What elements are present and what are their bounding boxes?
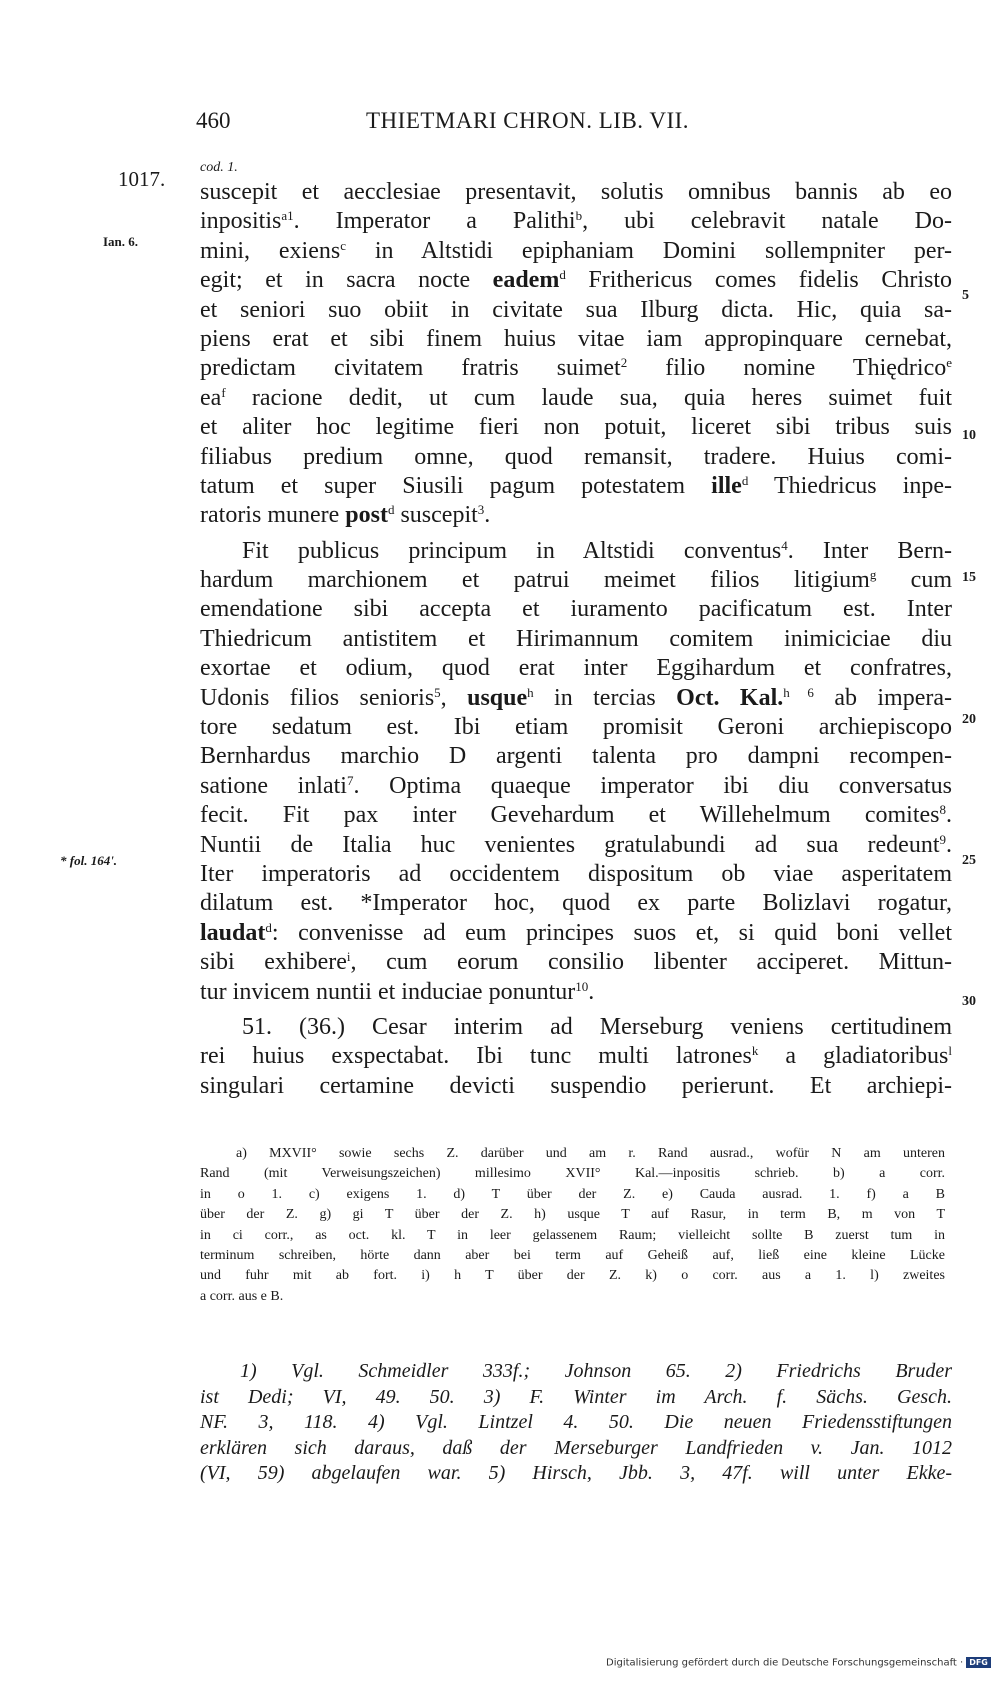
note-line: (VI, 59) abgelaufen war. 5) Hirsch, Jbb. 3, 47f. will unter Ekke- [200, 1462, 952, 1484]
text-line: et seniori suo obiit in civitate sua Ilburg dicta. Hic, quia sa- [200, 296, 952, 323]
text-line: $ea^f$ racione dedit, ut cum laude sua, quia heres suimet fuit [200, 384, 952, 411]
note-line: über der Z. g) gi T über der Z. h) usque T auf Rasur, in term B, m von T [200, 1207, 945, 1223]
historical-notes [200, 1359, 952, 1487]
text-line: Fit publicus principum in Altstidi conventus$^4$. Inter Bern- [242, 537, 953, 564]
main-text [200, 178, 952, 1107]
text-line: suscepit et aecclesiae presentavit, solutis omnibus bannis ab eo [200, 179, 952, 205]
text-line: 51. (36.) Cesar interim ad Merseburg veniens certitudinem [242, 1013, 952, 1040]
paragraph [200, 537, 952, 1007]
text-line: Udonis filios senioris$^5$, usque$^h$ in tercias Oct. Kal.$^{h 6}$ ab impera- [200, 684, 953, 711]
digitization-credit [606, 1657, 991, 1669]
text-line: Bernhardus marchio D argenti talenta pro dampni recompen- [200, 743, 952, 770]
text-line: filiabus predium omne, quod remansit, tradere. Huius comi- [200, 443, 952, 470]
note-line: und fuhr mit ab fort. i) h T über der Z. k) o corr. aus a 1. l) zweites [200, 1268, 945, 1284]
text-line: fecit. Fit pax inter Gevehardum et Willehelmum comites$^8$. [200, 802, 952, 829]
note-line: a corr. aus e B. [200, 1288, 284, 1304]
text-line: laudat$^d$: convenisse ad eum principes suos et, si quid boni vellet [200, 919, 952, 946]
dfg-logo: DFG [966, 1657, 991, 1668]
critical-apparatus [200, 1144, 945, 1307]
text-line: piens erat et sibi finem huius vitae iam appropinquare cernebat, [200, 325, 952, 352]
paragraph [200, 1013, 952, 1101]
text-line: et aliter hoc legitime fieri non potuit, liceret sibi tribus suis [200, 414, 952, 441]
codex-label: cod. 1. [200, 160, 238, 175]
text-line: Nuntii de Italia huc venientes gratulabundi ad sua redeunt$^9$. [200, 831, 952, 858]
note-line: erklären sich daraus, daß der Merseburger Landfrieden v. Jan. 1012 [200, 1436, 952, 1459]
note-line: a) MXVII° sowie sechs Z. darüber und am r. Rand ausrad., wofür N am unteren [236, 1146, 945, 1161]
text-line: emendatione sibi accepta et iuramento pacificatum est. Inter [200, 596, 952, 623]
text-line: dilatum est. *Imperator hoc, quod ex parte Bolizlavi rogatur, [200, 890, 952, 917]
text-line: Iter imperatoris ad occidentem dispositum ob viae asperitatem [200, 860, 952, 887]
line-number: 20 [962, 712, 976, 727]
text-line: Thiedricum antistitem et Hirimannum comitem inimiciciae diu [200, 625, 952, 652]
note-line: in ci corr., as oct. kl. T in leer gelassenem Raum; vielleicht sollte B zuerst tum in [200, 1227, 945, 1243]
line-number: 15 [962, 570, 976, 585]
text-line: sibi exhibere$^i$, cum eorum consilio libenter acciperet. Mittun- [200, 949, 953, 976]
running-title: THIETMARI CHRON. LIB. VII. [366, 108, 690, 133]
text-line: exortae et odium, quod erat inter Eggihardum et confratres, [200, 655, 952, 682]
text-line: tore sedatum est. Ibi etiam promisit Geroni archiepiscopo [200, 714, 952, 741]
note-line: ist Dedi; VI, 49. 50. 3) F. Winter im Arch. f. Sächs. Gesch. [200, 1385, 952, 1408]
page-number: 460 [196, 108, 231, 133]
text-line: tur invicem nuntii et induciae ponuntur$^{10}$. [200, 978, 595, 1005]
margin-folio: * fol. 164'. [60, 853, 118, 868]
credit-text: Digitalisierung gefördert durch die Deutsche Forschungsgemeinschaft · [606, 1657, 964, 1669]
line-number: 25 [962, 853, 976, 868]
note-line: in o 1. c) exigens 1. d) T über der Z. e) Cauda ausrad. 1. f) a B [200, 1186, 945, 1202]
text-line: singulari certamine devicti suspendio perierunt. Et archiepi- [200, 1072, 952, 1099]
text-line: inpositis$^{a1}$. Imperator a Palithi$^b$, ubi celebravit natale Do- [200, 208, 952, 235]
note-line: terminum schreiben, hörte dann aber bei term auf Geheiß auf, ließ eine kleine Lücke [200, 1247, 945, 1263]
text-line: ratoris munere post$^d$ suscepit$^3$. [200, 502, 491, 529]
note-line: Rand (mit Verweisungszeichen) millesimo XVII° Kal.—inpositis schrieb. b) a corr. [200, 1166, 945, 1182]
margin-year: 1017. [118, 167, 166, 191]
line-number: 5 [962, 288, 969, 303]
text-line: egit; et in sacra nocte eadem$^d$ Frithericus comes fidelis Christo [200, 267, 952, 294]
margin-date: Ian. 6. [103, 234, 139, 249]
line-number: 10 [962, 428, 976, 443]
note-line: 1) Vgl. Schmeidler 333f.; Johnson 65. 2) Friedrichs Bruder [240, 1360, 952, 1382]
text-line: predictam civitatem fratris suimet$^2$ filio nomine Thiędrico$^e$ [200, 355, 952, 382]
text-line: satione inlati$^7$. Optima quaeque imperator ibi diu conversatus [200, 772, 952, 799]
text-line: tatum et super Siusili pagum potestatem ille$^d$ Thiedricus inpe- [200, 472, 953, 499]
text-line: hardum marchionem et patrui meimet filios litigium$^g$ cum [200, 567, 952, 594]
note-line: NF. 3, 118. 4) Vgl. Lintzel 4. 50. Die neuen Friedensstiftungen [200, 1411, 952, 1433]
line-number: 30 [962, 994, 976, 1009]
paragraph [200, 178, 952, 531]
text-line: mini, exiens$^c$ in Altstidi epiphaniam Domini sollempniter per- [200, 237, 952, 264]
text-line: rei huius exspectabat. Ibi tunc multi latrones$^k$ a gladiatoribus$^l$ [200, 1043, 952, 1070]
